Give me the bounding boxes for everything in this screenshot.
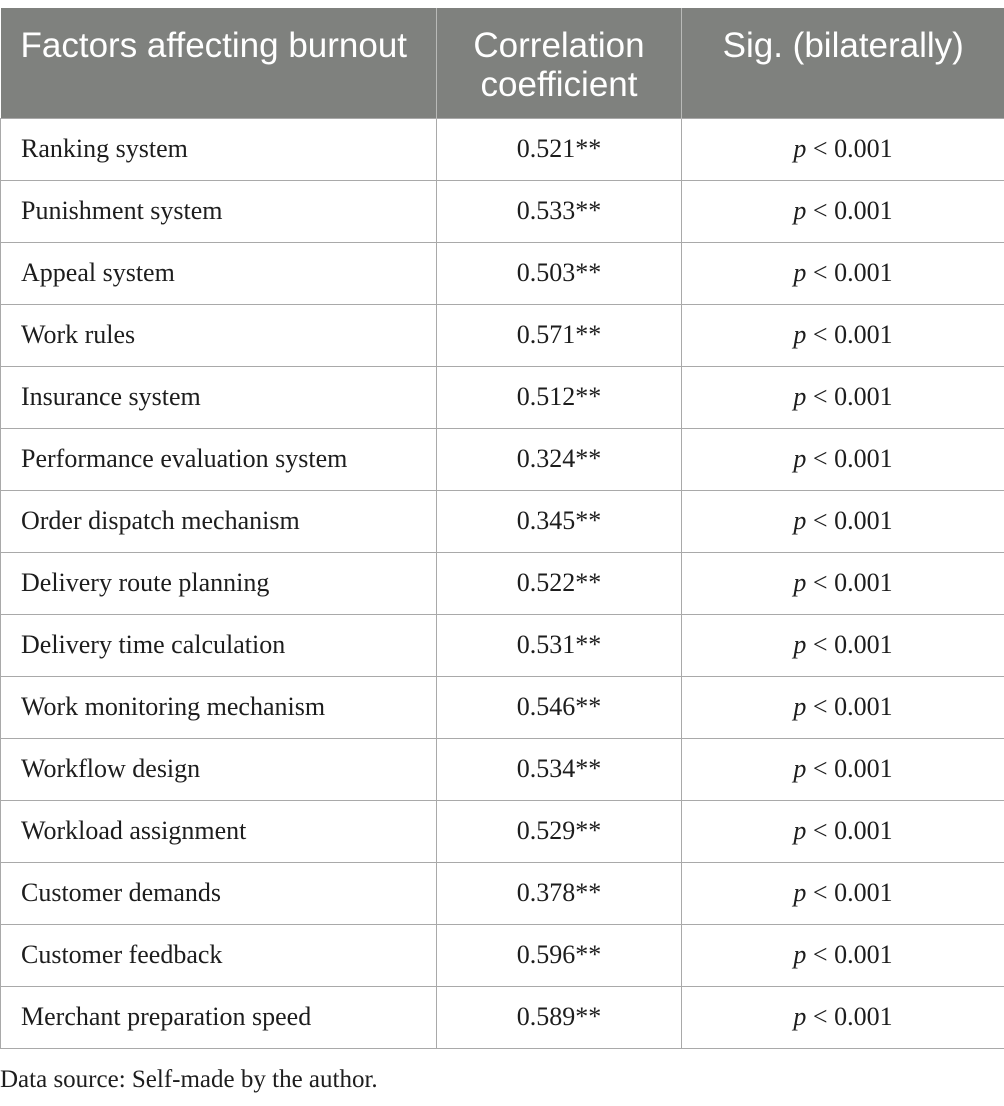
- table-row: [1, 738, 1004, 800]
- p-symbol: p: [793, 444, 807, 473]
- coefficient-cell: 0.546**: [437, 676, 682, 738]
- table-row: [1, 676, 1004, 738]
- factor-cell: Work rules: [1, 304, 437, 366]
- table-row: [1, 428, 1004, 490]
- factor-cell: Work monitoring mechanism: [1, 676, 437, 738]
- table-row: [1, 180, 1004, 242]
- p-value: < 0.001: [806, 444, 893, 473]
- coefficient-cell: 0.533**: [437, 180, 682, 242]
- table-footnote: Data source: Self-made by the author.: [0, 1066, 378, 1093]
- p-value: < 0.001: [806, 258, 893, 287]
- coefficient-cell: 0.529**: [437, 800, 682, 862]
- p-symbol: p: [793, 258, 807, 287]
- p-symbol: p: [793, 630, 807, 659]
- header-factors: Factors affecting burnout: [20, 26, 408, 65]
- factor-cell: Ranking system: [1, 118, 437, 180]
- p-value: < 0.001: [806, 568, 893, 597]
- coefficient-cell: 0.534**: [437, 738, 682, 800]
- table-row: [1, 366, 1004, 428]
- p-value: < 0.001: [806, 196, 893, 225]
- coefficient-cell: 0.512**: [437, 366, 682, 428]
- table-row: [1, 924, 1004, 986]
- p-symbol: p: [793, 1002, 807, 1031]
- factor-cell: Performance evaluation system: [1, 428, 437, 490]
- table-row: [1, 800, 1004, 862]
- significance-cell: [682, 490, 1004, 552]
- table-header: [1, 8, 1004, 118]
- table-row: [1, 242, 1004, 304]
- p-value: < 0.001: [806, 816, 893, 845]
- factor-cell: Workload assignment: [1, 800, 437, 862]
- table-row: [1, 304, 1004, 366]
- coefficient-cell: 0.521**: [437, 118, 682, 180]
- p-symbol: p: [793, 878, 807, 907]
- p-symbol: p: [793, 382, 807, 411]
- p-value: < 0.001: [806, 134, 893, 163]
- header-significance: Sig. (bilaterally): [682, 8, 1004, 118]
- p-value: < 0.001: [806, 506, 893, 535]
- factor-cell: Appeal system: [1, 242, 437, 304]
- correlation-table-container: [0, 8, 1004, 1049]
- significance-cell: [682, 180, 1004, 242]
- coefficient-cell: 0.596**: [437, 924, 682, 986]
- p-value: < 0.001: [806, 692, 893, 721]
- table-row: [1, 118, 1004, 180]
- p-symbol: p: [793, 134, 807, 163]
- p-value: < 0.001: [806, 1002, 893, 1031]
- significance-cell: [682, 676, 1004, 738]
- p-symbol: p: [793, 320, 807, 349]
- factor-cell: Delivery time calculation: [1, 614, 437, 676]
- coefficient-cell: 0.324**: [437, 428, 682, 490]
- coefficient-cell: 0.589**: [437, 986, 682, 1048]
- correlation-table: [0, 8, 1004, 1049]
- significance-cell: [682, 118, 1004, 180]
- factor-cell: Workflow design: [1, 738, 437, 800]
- coefficient-cell: 0.503**: [437, 242, 682, 304]
- header-row: [1, 8, 1004, 118]
- significance-cell: [682, 242, 1004, 304]
- p-value: < 0.001: [806, 382, 893, 411]
- p-symbol: p: [793, 692, 807, 721]
- significance-cell: [682, 862, 1004, 924]
- table-row: [1, 986, 1004, 1048]
- factor-cell: Punishment system: [1, 180, 437, 242]
- header-correlation-coefficient: Correlation coefficient: [437, 8, 682, 118]
- significance-cell: [682, 428, 1004, 490]
- coefficient-cell: 0.378**: [437, 862, 682, 924]
- significance-cell: [682, 924, 1004, 986]
- significance-cell: [682, 614, 1004, 676]
- factor-cell: Delivery route planning: [1, 552, 437, 614]
- factor-cell: Customer demands: [1, 862, 437, 924]
- table-row: [1, 552, 1004, 614]
- p-symbol: p: [793, 816, 807, 845]
- p-value: < 0.001: [806, 940, 893, 969]
- significance-cell: [682, 986, 1004, 1048]
- p-symbol: p: [793, 940, 807, 969]
- p-symbol: p: [793, 506, 807, 535]
- factor-cell: Insurance system: [1, 366, 437, 428]
- p-value: < 0.001: [806, 320, 893, 349]
- p-symbol: p: [793, 754, 807, 783]
- coefficient-cell: 0.531**: [437, 614, 682, 676]
- table-row: [1, 490, 1004, 552]
- p-symbol: p: [793, 196, 807, 225]
- table-row: [1, 862, 1004, 924]
- significance-cell: [682, 366, 1004, 428]
- table-row: [1, 614, 1004, 676]
- significance-cell: [682, 800, 1004, 862]
- p-symbol: p: [793, 568, 807, 597]
- significance-cell: [682, 552, 1004, 614]
- factor-cell: Merchant preparation speed: [1, 986, 437, 1048]
- p-value: < 0.001: [806, 754, 893, 783]
- p-value: < 0.001: [806, 878, 893, 907]
- coefficient-cell: 0.345**: [437, 490, 682, 552]
- factor-cell: Order dispatch mechanism: [1, 490, 437, 552]
- significance-cell: [682, 304, 1004, 366]
- p-value: < 0.001: [806, 630, 893, 659]
- coefficient-cell: 0.571**: [437, 304, 682, 366]
- coefficient-cell: 0.522**: [437, 552, 682, 614]
- significance-cell: [682, 738, 1004, 800]
- table-body: [1, 118, 1004, 1048]
- factor-cell: Customer feedback: [1, 924, 437, 986]
